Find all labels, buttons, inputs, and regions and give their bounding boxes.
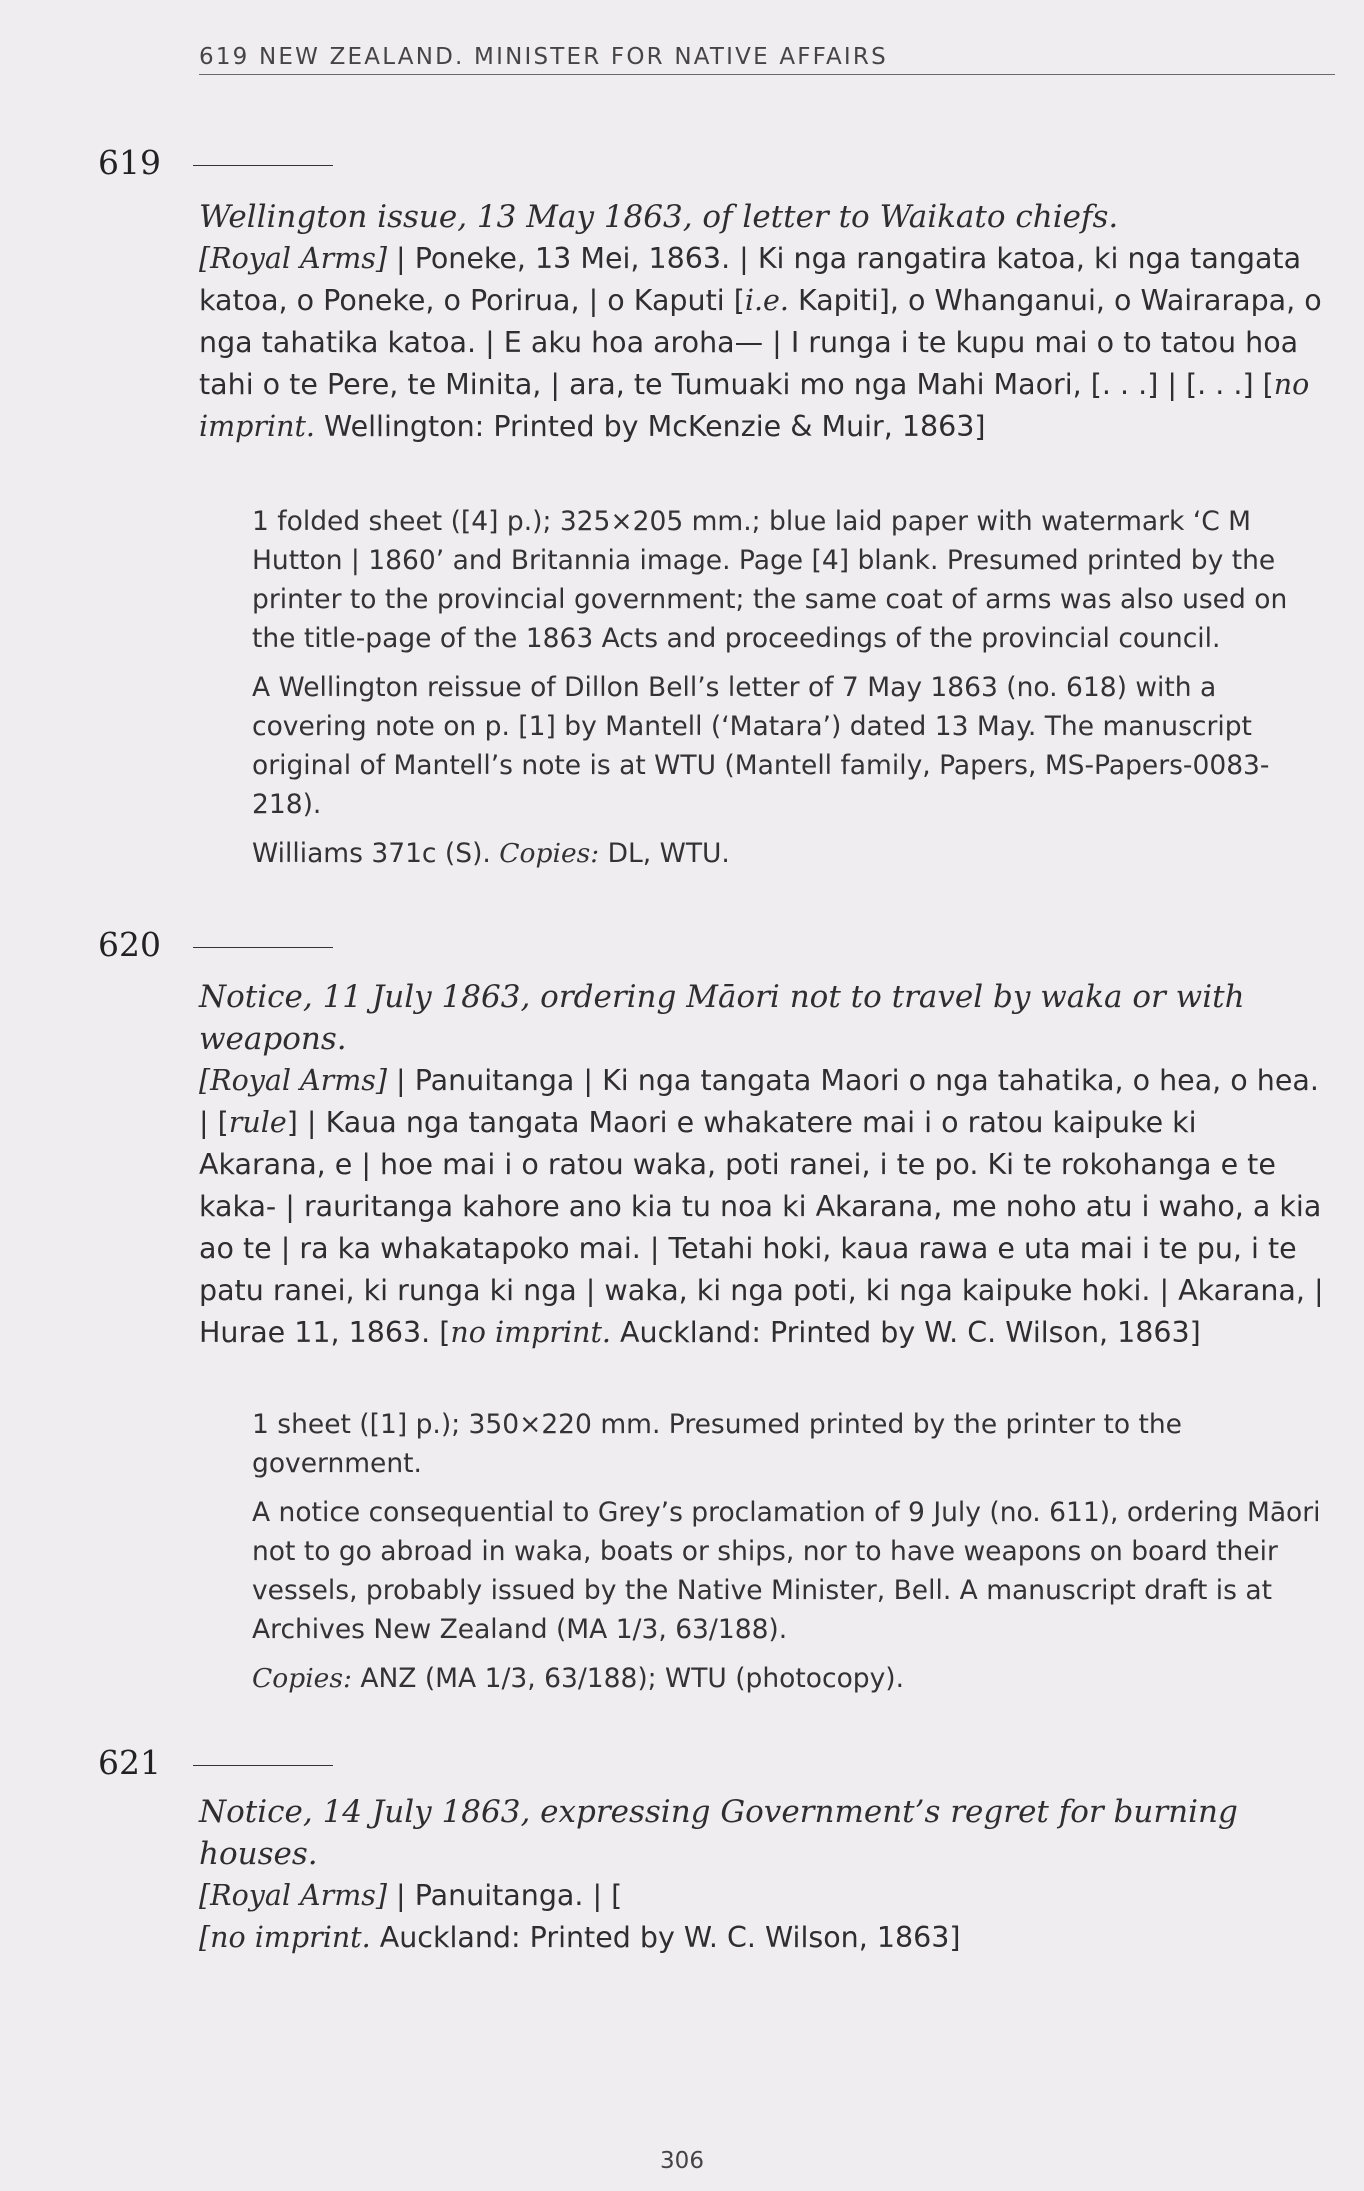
physical-description: 1 sheet ([1] p.); 350×220 mm. Presumed printed by the printer to the government. [252,1409,1182,1479]
entry-number: 619 [98,143,161,182]
entry-transcription: [Royal Arms] | Poneke, 13 Mei, 1863. | Ki nga rangatira katoa, ki nga tangata katoa, o Poneke, o Porirua, | o Kaputi [i.e. Kapiti], o Whanganui, o Wairarapa, o nga tahatika katoa. | E aku hoa aroha— | I runga i te kupu mai o to tatou hoa tahi o te Pere, te Minita, | ara, te Tumuaki mo nga Mahi Maori, [. . .] | [. . .] [no imprint. Wellington: Printed by McKenzie & Muir, 1863] [199,242,1322,443]
physical-description: 1 folded sheet ([4] p.); 325×205 mm.; blue laid paper with watermark ‘C M Hutton | 1860’ and Britannia image. Page [4] blank. Presumed printed by the printer to the provincial government; the same coat of arms was also used on the title-page of the 1863 Acts and proceedings of the provincial council. [252,506,1288,654]
running-head: 619 NEW ZEALAND. MINISTER FOR NATIVE AFFAIRS [199,44,1335,75]
entry-621-text [199,1791,1327,1959]
entry-number: 620 [98,925,161,964]
copies-line: Copies: ANZ (MA 1/3, 63/188); WTU (photocopy). [252,1663,905,1694]
entry-number-620 [98,925,333,964]
entry-transcription: [Royal Arms] | Panuitanga | Ki nga tangata Maori o nga tahatika, o hea, o hea. | [rule] | Kaua nga tangata Maori e whakatere mai i o ratou kaipuke ki Akarana, e | hoe mai i o ratou waka, poti ranei, i te po. Ki te rokohanga e te kaka- | rauritanga kahore ano kia tu noa ki Akarana, me noho atu i waho, a kia ao te | ra ka whakatapoko mai. | Tetahi hoki, kaua rawa e uta mai i te pu, i te patu ranei, ki runga ki nga | waka, ki nga poti, ki nga kaipuke hoki. | Akarana, | Hurae 11, 1863. [no imprint. Auckland: Printed by W. C. Wilson, 1863] [199,1064,1324,1349]
entry-619-notes [252,502,1332,883]
entry-rule [193,947,333,948]
entry-rule [193,1765,333,1766]
copies-line: Williams 371c (S). Copies: DL, WTU. [252,838,730,869]
entry-rule [193,165,333,166]
entry-number-621 [98,1743,333,1782]
entry-620-notes [252,1405,1332,1708]
entry-619-text [199,196,1327,448]
entry-title: Notice, 11 July 1863, ordering Māori not to travel by waka or with weapons. [199,979,1245,1057]
entry-title: Notice, 14 July 1863, expressing Government’s regret for burning houses. [199,1794,1238,1872]
page-number: 306 [660,2148,704,2174]
entry-title: Wellington issue, 13 May 1863, of letter to Waikato chiefs. [199,199,1119,235]
note-paragraph: A Wellington reissue of Dillon Bell’s letter of 7 May 1863 (no. 618) with a covering note on p. [1] by Mantell (‘Matara’) dated 13 May. The manuscript original of Mantell’s note is at WTU (Mantell family, Papers, MS-Papers-0083-218). [252,672,1270,820]
entry-620-text [199,976,1327,1354]
note-paragraph: A notice consequential to Grey’s proclamation of 9 July (no. 611), ordering Māori not to go abroad in waka, boats or ships, nor to have weapons on board their vessels, probably issued by the Native Minister, Bell. A manuscript draft is at Archives New Zealand (MA 1/3, 63/188). [252,1497,1321,1645]
entry-transcription: [Royal Arms] | Panuitanga. | [ [no imprint. Auckland: Printed by W. C. Wilson, 1863] [199,1879,961,1954]
entry-number-619 [98,143,333,182]
entry-number: 621 [98,1743,161,1782]
